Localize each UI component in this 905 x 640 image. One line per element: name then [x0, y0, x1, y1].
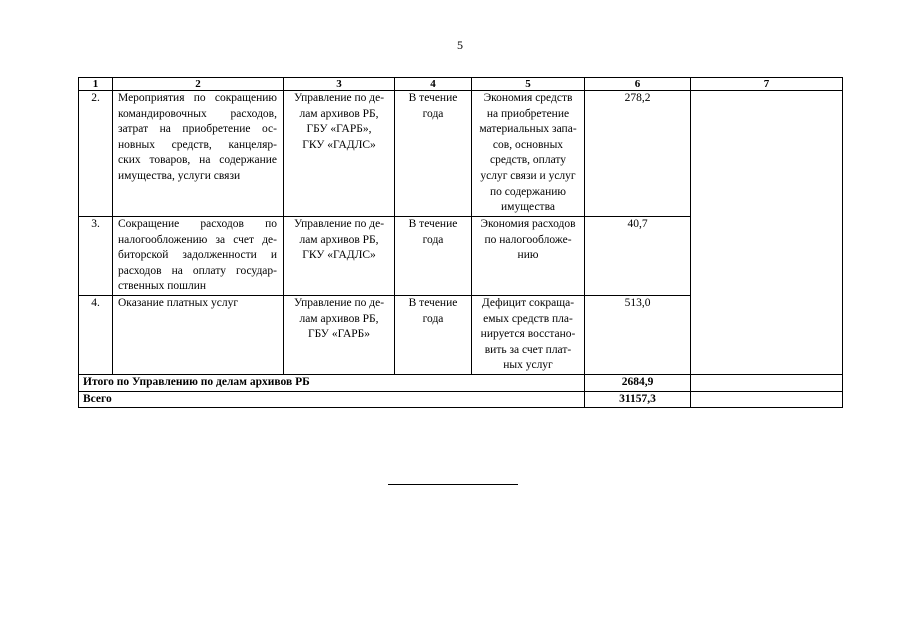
- measure-line: Оказание платных услуг: [118, 296, 239, 309]
- header-cell: 3: [284, 78, 395, 91]
- result-cell: [472, 217, 585, 296]
- result-line: услуг связи и услуг: [480, 169, 576, 182]
- result-line: емых средств пла-: [483, 312, 573, 325]
- amount-cell: 513,0: [585, 295, 691, 374]
- result-cell: [472, 91, 585, 217]
- term-line: года: [422, 233, 444, 246]
- term-line: года: [422, 107, 444, 120]
- header-cell: 1: [79, 78, 113, 91]
- result-line: сов, основных: [492, 138, 564, 151]
- measure-cell: [113, 217, 284, 296]
- term-line: В течение: [408, 296, 458, 309]
- total-label: Всего: [79, 391, 585, 407]
- term-line: В течение: [408, 218, 458, 230]
- header-cell: 2: [113, 78, 284, 91]
- executor-cell: [284, 217, 395, 296]
- executor-line: Управление по де-: [293, 92, 385, 104]
- notes-cell: [691, 91, 843, 375]
- term-cell: [395, 295, 472, 374]
- subtotal-notes-cell: [691, 374, 843, 391]
- measure-line: расходов на оплату государ-: [118, 264, 277, 277]
- result-line: нию: [517, 249, 539, 262]
- result-line: по налогообложе-: [484, 233, 572, 246]
- result-line: Экономия расходов: [480, 218, 576, 230]
- result-line: материальных запа-: [479, 123, 577, 136]
- header-cell: 4: [395, 78, 472, 91]
- result-cell: [472, 295, 585, 374]
- amount-cell: 40,7: [585, 217, 691, 296]
- executor-cell: [284, 295, 395, 374]
- result-line: ных услуг: [503, 359, 553, 372]
- executor-line: лам архивов РБ,: [299, 233, 379, 246]
- term-line: В течение: [408, 92, 458, 104]
- table-row: [79, 91, 843, 217]
- term-cell: [395, 217, 472, 296]
- header-cell: 6: [585, 78, 691, 91]
- measure-line: Мероприятия по сокращению: [118, 92, 277, 104]
- measure-line: затрат на приобретение ос-: [118, 123, 277, 136]
- executor-line: ГБУ «ГАРБ»,: [306, 123, 372, 136]
- total-amount: 31157,3: [585, 391, 691, 407]
- subtotal-label: Итого по Управлению по делам архивов РБ: [79, 374, 585, 391]
- row-number-cell: 2.: [79, 91, 113, 217]
- measure-line: ственных пошлин: [118, 280, 207, 293]
- executor-line: Управление по де-: [293, 218, 385, 230]
- measure-line: биторской задолженности и: [118, 249, 277, 262]
- measure-cell: [113, 295, 284, 374]
- measure-line: ских товаров, на содержание: [118, 154, 277, 167]
- measure-cell: [113, 91, 284, 217]
- executor-line: ГКУ «ГАДЛС»: [302, 138, 376, 151]
- measure-line: налогообложению за счет де-: [118, 233, 277, 246]
- result-line: средств, оплату: [489, 154, 567, 167]
- total-notes-cell: [691, 391, 843, 407]
- header-cell: 7: [691, 78, 843, 91]
- measure-line: имущества, услуги связи: [118, 169, 241, 182]
- measure-line: командировочных расходов,: [118, 107, 277, 120]
- amount-cell: 278,2: [585, 91, 691, 217]
- executor-line: Управление по де-: [293, 296, 385, 309]
- measures-table: [78, 77, 843, 408]
- result-line: по содержанию: [490, 185, 566, 198]
- end-rule: [388, 484, 518, 485]
- result-line: вить за счет плат-: [484, 343, 572, 356]
- subtotal-amount: 2684,9: [585, 374, 691, 391]
- result-line: Экономия средств: [483, 92, 573, 104]
- total-row: [79, 391, 843, 407]
- executor-line: ГКУ «ГАДЛС»: [302, 249, 376, 262]
- measure-line: Сокращение расходов по: [118, 218, 277, 230]
- executor-line: лам архивов РБ,: [299, 312, 379, 325]
- result-line: на приобретение: [486, 107, 570, 120]
- row-number-cell: 3.: [79, 217, 113, 296]
- header-cell: 5: [472, 78, 585, 91]
- term-line: года: [422, 312, 444, 325]
- subtotal-row: [79, 374, 843, 391]
- page-number: 5: [457, 38, 463, 52]
- executor-line: лам архивов РБ,: [299, 107, 379, 120]
- executor-line: ГБУ «ГАРБ»: [307, 328, 371, 341]
- result-line: нируется восстано-: [480, 328, 576, 341]
- executor-cell: [284, 91, 395, 217]
- measure-line: новных средств, канцеляр-: [118, 138, 277, 151]
- table-header-row: [79, 78, 843, 91]
- result-line: Дефицит сокраща-: [481, 296, 575, 309]
- term-cell: [395, 91, 472, 217]
- result-line: имущества: [501, 201, 555, 214]
- row-number-cell: 4.: [79, 295, 113, 374]
